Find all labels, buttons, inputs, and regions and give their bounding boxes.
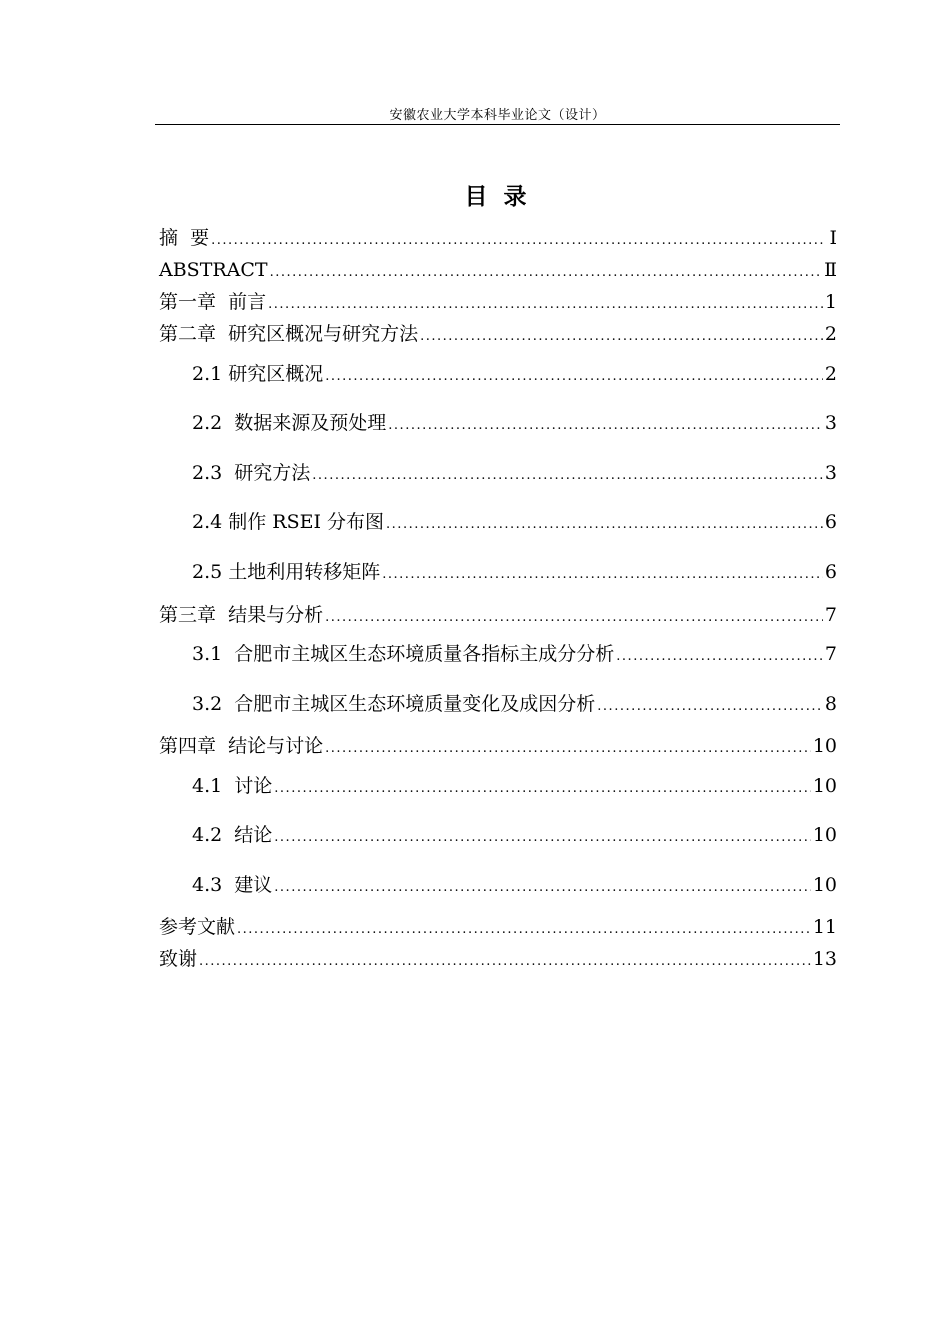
dot-leader bbox=[274, 826, 811, 850]
dot-leader bbox=[268, 293, 823, 317]
toc-entry-4-1[interactable] bbox=[192, 774, 837, 798]
header-rule bbox=[155, 124, 840, 125]
toc-entry-chapter-1[interactable] bbox=[159, 290, 837, 314]
toc-entry-page: 2 bbox=[824, 363, 837, 385]
dot-leader bbox=[382, 563, 823, 587]
toc-entry-page: 8 bbox=[824, 693, 837, 715]
toc-entry-2-4[interactable] bbox=[192, 510, 837, 534]
toc-entry-acknowledgements[interactable] bbox=[159, 947, 837, 971]
toc-entry-page: 11 bbox=[812, 916, 837, 938]
dot-leader bbox=[325, 737, 811, 761]
toc-entry-label: 第二章 研究区概况与研究方法 bbox=[159, 323, 419, 345]
dot-leader bbox=[211, 229, 825, 253]
toc-entry-label: 致谢 bbox=[159, 948, 198, 970]
toc-entry-page: 10 bbox=[812, 775, 837, 797]
toc-entry-2-2[interactable] bbox=[192, 411, 837, 435]
dot-leader bbox=[325, 606, 823, 630]
dot-leader bbox=[274, 876, 811, 900]
dot-leader bbox=[312, 464, 823, 488]
toc-entry-chapter-4[interactable] bbox=[159, 734, 837, 758]
toc-entry-abstract-cn[interactable] bbox=[159, 226, 837, 250]
dot-leader bbox=[325, 365, 823, 389]
toc-entry-2-1[interactable] bbox=[192, 362, 837, 386]
toc-entry-label: 4.3 建议 bbox=[192, 874, 273, 896]
toc-entry-label: ABSTRACT bbox=[159, 259, 268, 281]
dot-leader bbox=[199, 950, 811, 974]
dot-leader bbox=[420, 325, 823, 349]
toc-entry-3-2[interactable] bbox=[192, 692, 837, 716]
toc-entry-page: 10 bbox=[812, 874, 837, 896]
toc-entry-chapter-3[interactable] bbox=[159, 603, 837, 627]
toc-entry-label: 2.2 数据来源及预处理 bbox=[192, 412, 387, 434]
toc-entry-2-3[interactable] bbox=[192, 461, 837, 485]
toc-entry-page: 13 bbox=[812, 948, 837, 970]
dot-leader bbox=[386, 513, 823, 537]
dot-leader bbox=[270, 261, 822, 285]
toc-entry-3-1[interactable] bbox=[192, 642, 837, 666]
toc-entry-page: Ⅰ bbox=[829, 227, 837, 249]
toc-entry-label: 2.1 研究区概况 bbox=[192, 363, 324, 385]
toc-entry-label: 2.4 制作 RSEI 分布图 bbox=[192, 511, 385, 533]
toc-entry-label: 摘 要 bbox=[159, 227, 210, 249]
toc-entry-4-3[interactable] bbox=[192, 873, 837, 897]
dot-leader bbox=[616, 645, 823, 669]
toc-entry-label: 4.2 结论 bbox=[192, 824, 273, 846]
dot-leader bbox=[597, 695, 823, 719]
toc-entry-page: 3 bbox=[824, 462, 837, 484]
toc-entry-label: 3.2 合肥市主城区生态环境质量变化及成因分析 bbox=[192, 693, 596, 715]
toc-entry-page: 10 bbox=[812, 735, 837, 757]
dot-leader bbox=[237, 918, 811, 942]
toc-entry-label: 2.3 研究方法 bbox=[192, 462, 311, 484]
toc-entry-page: Ⅱ bbox=[824, 259, 837, 281]
toc-entry-page: 6 bbox=[824, 561, 837, 583]
toc-entry-page: 1 bbox=[824, 291, 837, 313]
toc-entry-page: 7 bbox=[824, 604, 837, 626]
toc-entry-label: 第一章 前言 bbox=[159, 291, 267, 313]
dot-leader bbox=[274, 777, 811, 801]
toc-entry-page: 6 bbox=[824, 511, 837, 533]
toc-entry-label: 4.1 讨论 bbox=[192, 775, 273, 797]
toc-entry-2-5[interactable] bbox=[192, 560, 837, 584]
toc-entry-abstract-en[interactable] bbox=[159, 258, 837, 282]
toc-entry-label: 3.1 合肥市主城区生态环境质量各指标主成分分析 bbox=[192, 643, 615, 665]
toc-entry-page: 2 bbox=[824, 323, 837, 345]
toc-title: 目 录 bbox=[464, 184, 531, 210]
toc-entry-label: 2.5 土地利用转移矩阵 bbox=[192, 561, 381, 583]
toc-entry-label: 第四章 结论与讨论 bbox=[159, 735, 324, 757]
toc-entry-4-2[interactable] bbox=[192, 823, 837, 847]
toc-entry-label: 参考文献 bbox=[159, 916, 236, 938]
toc-entry-page: 3 bbox=[824, 412, 837, 434]
toc-entry-page: 10 bbox=[812, 824, 837, 846]
toc-entry-references[interactable] bbox=[159, 915, 837, 939]
running-header: 安徽农业大学本科毕业论文（设计） bbox=[389, 108, 606, 123]
dot-leader bbox=[388, 414, 823, 438]
toc-entry-chapter-2[interactable] bbox=[159, 322, 837, 346]
toc-entry-page: 7 bbox=[824, 643, 837, 665]
toc-entry-label: 第三章 结果与分析 bbox=[159, 604, 324, 626]
